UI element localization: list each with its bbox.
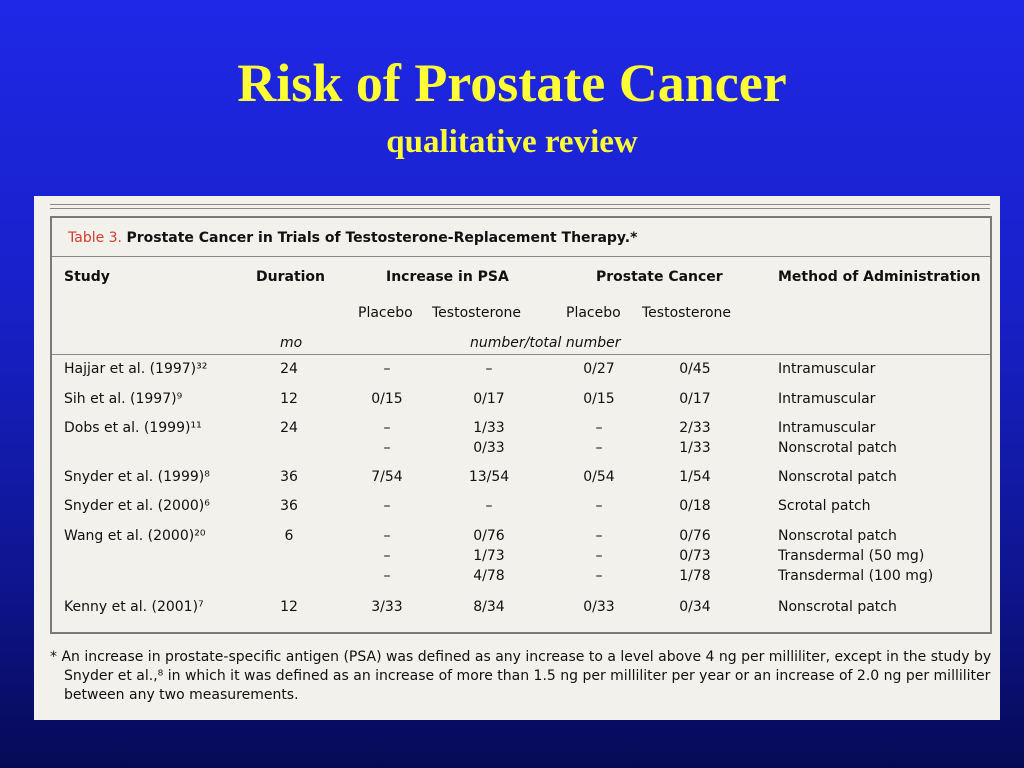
table-footnote: * An increase in prostate-specific antigen (PSA) was defined as any increase to a level above 4 ng per milliliter, except in the study by Snyder et al.,⁸ in which it was defined as an increase of more than 1.5 ng per milliliter per year or an increase of 2.0 ng per milliliter between any two measurements.: [50, 649, 992, 703]
table-title: Prostate Cancer in Trials of Testosterone-Replacement Therapy.*: [126, 230, 638, 246]
cell-cancer-testosterone: 0/76: [679, 528, 711, 544]
top-rule: [50, 204, 990, 205]
header-duration: Duration: [256, 269, 326, 285]
cell-psa-testosterone: 13/54: [468, 469, 510, 485]
cell-method: Transdermal (50 mg): [778, 548, 925, 564]
cell-cancer-testosterone: 0/17: [679, 391, 711, 407]
cell-method: Intramuscular: [778, 361, 876, 377]
header-rule: [52, 256, 990, 257]
cell-study: Dobs et al. (1999)¹¹: [64, 420, 202, 436]
cell-method: Nonscrotal patch: [778, 599, 897, 615]
cell-method: Nonscrotal patch: [778, 440, 897, 456]
header-cancer-placebo: Placebo: [566, 305, 621, 321]
cell-cancer-testosterone: 1/54: [679, 469, 711, 485]
cell-cancer-testosterone: 1/78: [679, 568, 711, 584]
cell-duration: 24: [280, 420, 298, 436]
cell-cancer-placebo: –: [595, 548, 603, 564]
cell-method: Intramuscular: [778, 391, 876, 407]
cell-psa-testosterone: –: [485, 498, 493, 514]
cell-cancer-testosterone: 0/34: [679, 599, 711, 615]
cell-method: Nonscrotal patch: [778, 528, 897, 544]
cell-psa-testosterone: 4/78: [473, 568, 505, 584]
cell-cancer-placebo: 0/27: [583, 361, 615, 377]
header-method: Method of Administration: [778, 269, 981, 285]
cell-cancer-placebo: 0/54: [583, 469, 615, 485]
cell-duration: 24: [280, 361, 298, 377]
header-psa-testosterone: Testosterone: [432, 305, 522, 321]
cell-cancer-testosterone: 0/45: [679, 361, 711, 377]
cell-study: Snyder et al. (1999)⁸: [64, 469, 210, 485]
cell-cancer-placebo: 0/15: [583, 391, 615, 407]
table-box: [50, 216, 992, 634]
cell-cancer-testosterone: 1/33: [679, 440, 711, 456]
cell-study: Snyder et al. (2000)⁶: [64, 498, 210, 514]
cell-duration: 12: [280, 391, 298, 407]
cell-psa-placebo: 7/54: [371, 469, 403, 485]
cell-cancer-placebo: –: [595, 420, 603, 436]
slide-subtitle: qualitative review: [386, 124, 638, 160]
cell-duration: 12: [280, 599, 298, 615]
cell-psa-placebo: 0/15: [371, 391, 403, 407]
cell-psa-testosterone: 1/33: [473, 420, 505, 436]
cell-duration: 36: [280, 469, 298, 485]
header-cancer: Prostate Cancer: [596, 269, 723, 285]
cell-study: Hajjar et al. (1997)³²: [64, 361, 208, 377]
cell-method: Intramuscular: [778, 420, 876, 436]
cell-psa-testosterone: 1/73: [473, 548, 505, 564]
header-study: Study: [64, 269, 110, 285]
header-psa-placebo: Placebo: [358, 305, 413, 321]
cell-psa-testosterone: 8/34: [473, 599, 505, 615]
cell-psa-placebo: –: [383, 528, 391, 544]
cell-cancer-testosterone: 2/33: [679, 420, 711, 436]
cell-duration: 6: [284, 528, 294, 544]
cell-cancer-placebo: –: [595, 528, 603, 544]
unit-duration: mo: [280, 335, 303, 351]
cell-psa-testosterone: 0/76: [473, 528, 505, 544]
cell-cancer-testosterone: 0/18: [679, 498, 711, 514]
cell-cancer-placebo: –: [595, 568, 603, 584]
unit-counts: number/total number: [470, 335, 621, 351]
body-rule: [52, 354, 990, 355]
cell-cancer-placebo: –: [595, 498, 603, 514]
cell-duration: 36: [280, 498, 298, 514]
cell-study: Kenny et al. (2001)⁷: [64, 599, 204, 615]
cell-psa-testosterone: –: [485, 361, 493, 377]
cell-method: Nonscrotal patch: [778, 469, 897, 485]
top-rule-2: [50, 208, 990, 209]
cell-psa-placebo: –: [383, 498, 391, 514]
cell-psa-testosterone: 0/33: [473, 440, 505, 456]
cell-cancer-placebo: 0/33: [583, 599, 615, 615]
cell-psa-placebo: –: [383, 440, 391, 456]
cell-psa-placebo: 3/33: [371, 599, 403, 615]
header-cancer-testosterone: Testosterone: [642, 305, 732, 321]
cell-psa-placebo: –: [383, 548, 391, 564]
cell-study: Sih et al. (1997)⁹: [64, 391, 183, 407]
cell-psa-placebo: –: [383, 568, 391, 584]
table-caption: [68, 230, 637, 246]
cell-method: Scrotal patch: [778, 498, 871, 514]
cell-method: Transdermal (100 mg): [778, 568, 934, 584]
slide-title: Risk of Prostate Cancer: [237, 53, 787, 113]
table-scan: [34, 196, 1000, 720]
table-label: Table 3.: [68, 230, 123, 246]
cell-psa-placebo: –: [383, 420, 391, 436]
cell-cancer-testosterone: 0/73: [679, 548, 711, 564]
cell-study: Wang et al. (2000)²⁰: [64, 528, 206, 544]
cell-cancer-placebo: –: [595, 440, 603, 456]
header-psa: Increase in PSA: [386, 269, 509, 285]
cell-psa-testosterone: 0/17: [473, 391, 505, 407]
cell-psa-placebo: –: [383, 361, 391, 377]
